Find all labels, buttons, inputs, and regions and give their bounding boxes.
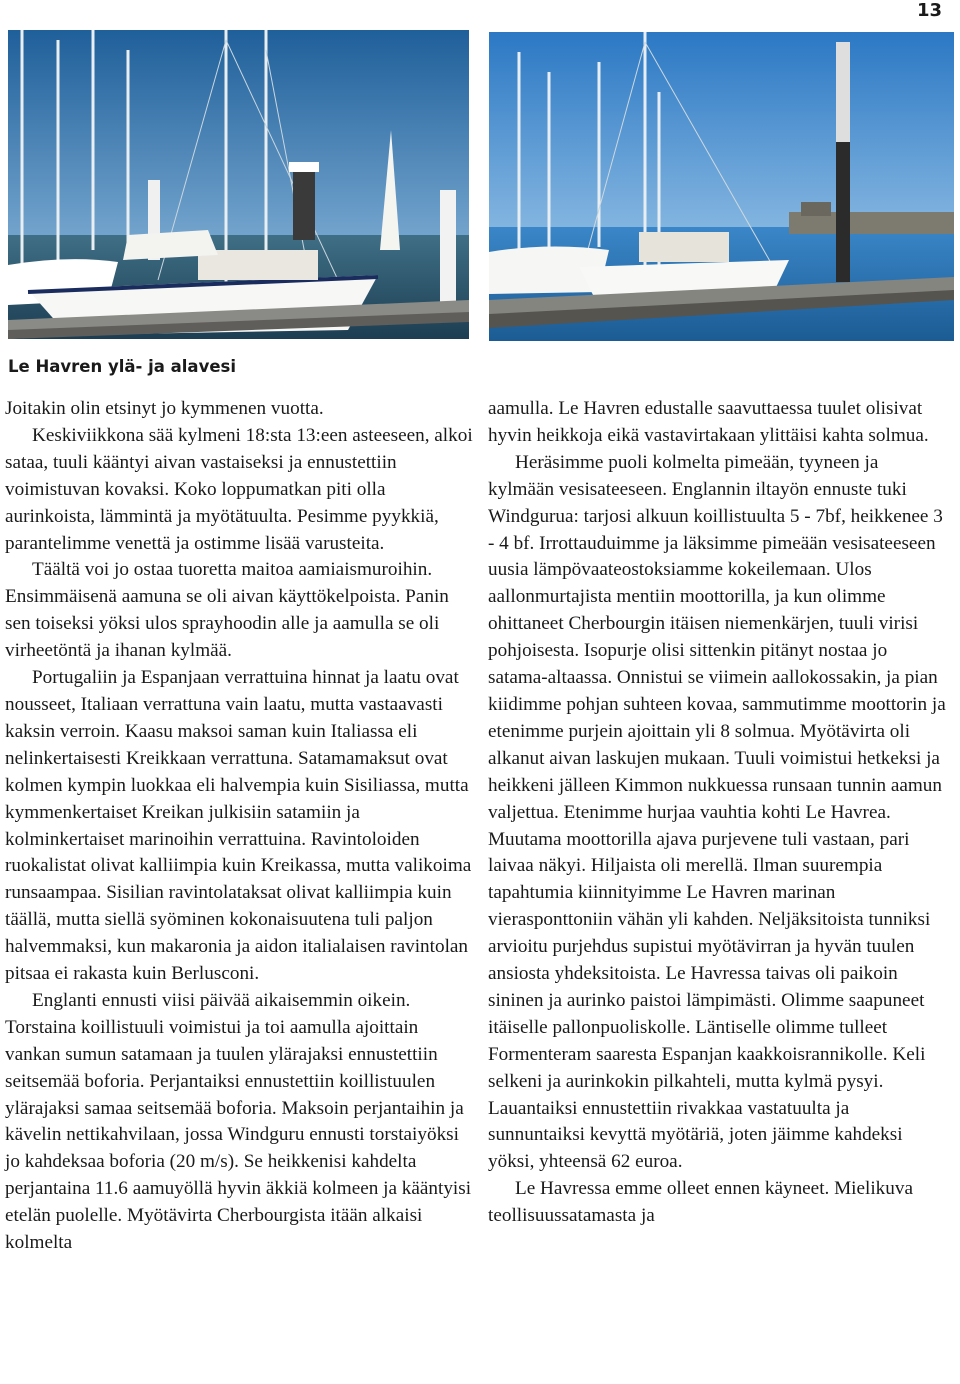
- paragraph: Le Havressa emme olleet ennen käyneet. Mielikuva teollisuussatamasta ja: [488, 1178, 913, 1227]
- photo-caption: Le Havren ylä- ja alavesi: [8, 357, 236, 376]
- paragraph: Keskiviikkona sää kylmeni 18:sta 13:een asteeseen, alkoi sataa, tuuli kääntyi aivan vastaiseksi ja ennustettiin voimistuvan kovaksi. Koko loppumatkan piti olla aurinkoista, lämmintä ja myötätuulta. Pesimme pyykkiä, parantelimme venettä ja ostimme lisää varusteita.: [5, 424, 473, 554]
- paragraph: Heräsimme puoli kolmelta pimeään, tyyneen ja kylmään vesisateeseen. Englannin iltayön ennuste tuki Windgurua: tarjosi alkuun koillistuulta 5 - 7bf, heikkenee 3 - 4 bf. Irrottauduimme ja läksimme pimeään vesisateeseen uusia lämpövaateostoksiamme kokeilemaan. Ulos aallonmurtajista mentiin moottorilla, ja kun olimme ohittaneet Cherbourgin itäisen niemenkärjen, tuuli virisi pohjoisesta. Isopurje olisi sittenkin pitänyt nostaa jo satama-altaassa. Onnistui se viimein aallokossakin, ja pian kiidimme pohjan suhteen kovaa, sammutimme moottorin ja etenimme purjein ajoittain yli 8 solmua. Myötävirta oli alkanut aivan laskujen mukaan. Tuuli voimistui hetkeksi ja heikkeni jälleen Kimmon nukkuessa runsaan tunnin aamun valjettua. Etenimme hurjaa vauhtia kohti Le Havrea. Muutama moottorilla ajava purjevene tuli vastaan, pari laivaa näkyi. Hiljaista oli merellä. Ilman suurempia tapahtumia kiinnityimme Le Havren marinan vierasponttoniin vähän yli kahden. Neljäksitoista tunniksi arvioitu purjehdus supistui myötävirran ja hyvän tuulen ansiosta yhdeksitoista. Le Havressa taivas oli paikoin sininen ja aurinko paistoi lämpimästi. Olimme saapuneet itäiselle pallonpuoliskolle. Läntiselle olimme tulleet Formenteram saaresta Espanjan kaakkoisrannikolle. Keli selkeni ja aurinkokin pilkahteli, mutta kylmä pysyi. Lauantaiksi ennustettiin rivakkaa vastatuulta ja sunnuntaiksi kevyttä myötäriä, joten jäimme kahdeksi yöksi, yhteensä 62 euroa.: [488, 451, 946, 1173]
- harbour-photo-left: [8, 30, 469, 339]
- paragraph: Englanti ennusti viisi päivää aikaisemmin oikein. Torstaina koillistuuli voimistui ja toi aamulla ajoittain vankan sumun satamaan ja tuulen ylärajaksi ennustettiin seitsemää boforia. Perjantaiksi ennustettiin koillistuulen ylärajaksi samaa seitsemää boforia. Maksoin perjantaihin ja kävelin nettikahvilaan, jossa Windguru ennusti torstaiyöksi jo kahdeksaa boforia (20 m/s). Se heikkenisi kahdelta perjantaina 11.6 aamuyöllä hyvin äkkiä kolmeen ja kääntyisi etelän puolelle. Myötävirta Cherbourgista itään alkaisi kolmelta: [5, 989, 472, 1254]
- text-column-right: [488, 396, 948, 1230]
- paragraph: aamulla. Le Havren edustalle saavuttaessa tuulet olisivat hyvin heikkoja eikä vastavirtakaan ylittäisi kahta solmua.: [488, 398, 929, 446]
- text-column-left: [5, 396, 473, 1257]
- paragraph: Täältä voi jo ostaa tuoretta maitoa aamiaismuroihin. Ensimmäisenä aamuna se oli aivan käyttökelpoista. Panin sen toiseksi yöksi ulos sprayhoodin alle ja aamulla se oli virheetöntä ja ihanan kylmää.: [5, 559, 449, 662]
- paragraph: Portugaliin ja Espanjaan verrattuina hinnat ja laatu ovat nousseet, Italiaan verrattuna vain laatu, mutta vastaavasti kaksin verroin. Kaasu maksoi saman kuin Italiassa eli nelinkertaisesti Kreikkaan verrattuna. Satamamaksut ovat kolmen kympin luokkaa eli halvempia kuin Sisiliassa, mutta kymmenkertaiset Kreikan julkisiin satamiin ja kolminkertaiset marinoihin verrattuina. Ravintoloiden ruokalistat olivat kalliimpia kuin Kreikassa, mutta valikoima runsaampaa. Sisilian ravintolataksat olivat kalliimpia kuin täällä, mutta siellä syöminen kokonaisuutena tuli paljon halvemmaksi, kun makaronia ja aidon italialaisen ravintolan pitsaa ei rakasta kuin Berlusconi.: [5, 667, 472, 985]
- harbour-photo-right: [489, 32, 954, 341]
- page-number: 13: [916, 0, 942, 21]
- paragraph: Joitakin olin etsinyt jo kymmenen vuotta.: [5, 398, 324, 419]
